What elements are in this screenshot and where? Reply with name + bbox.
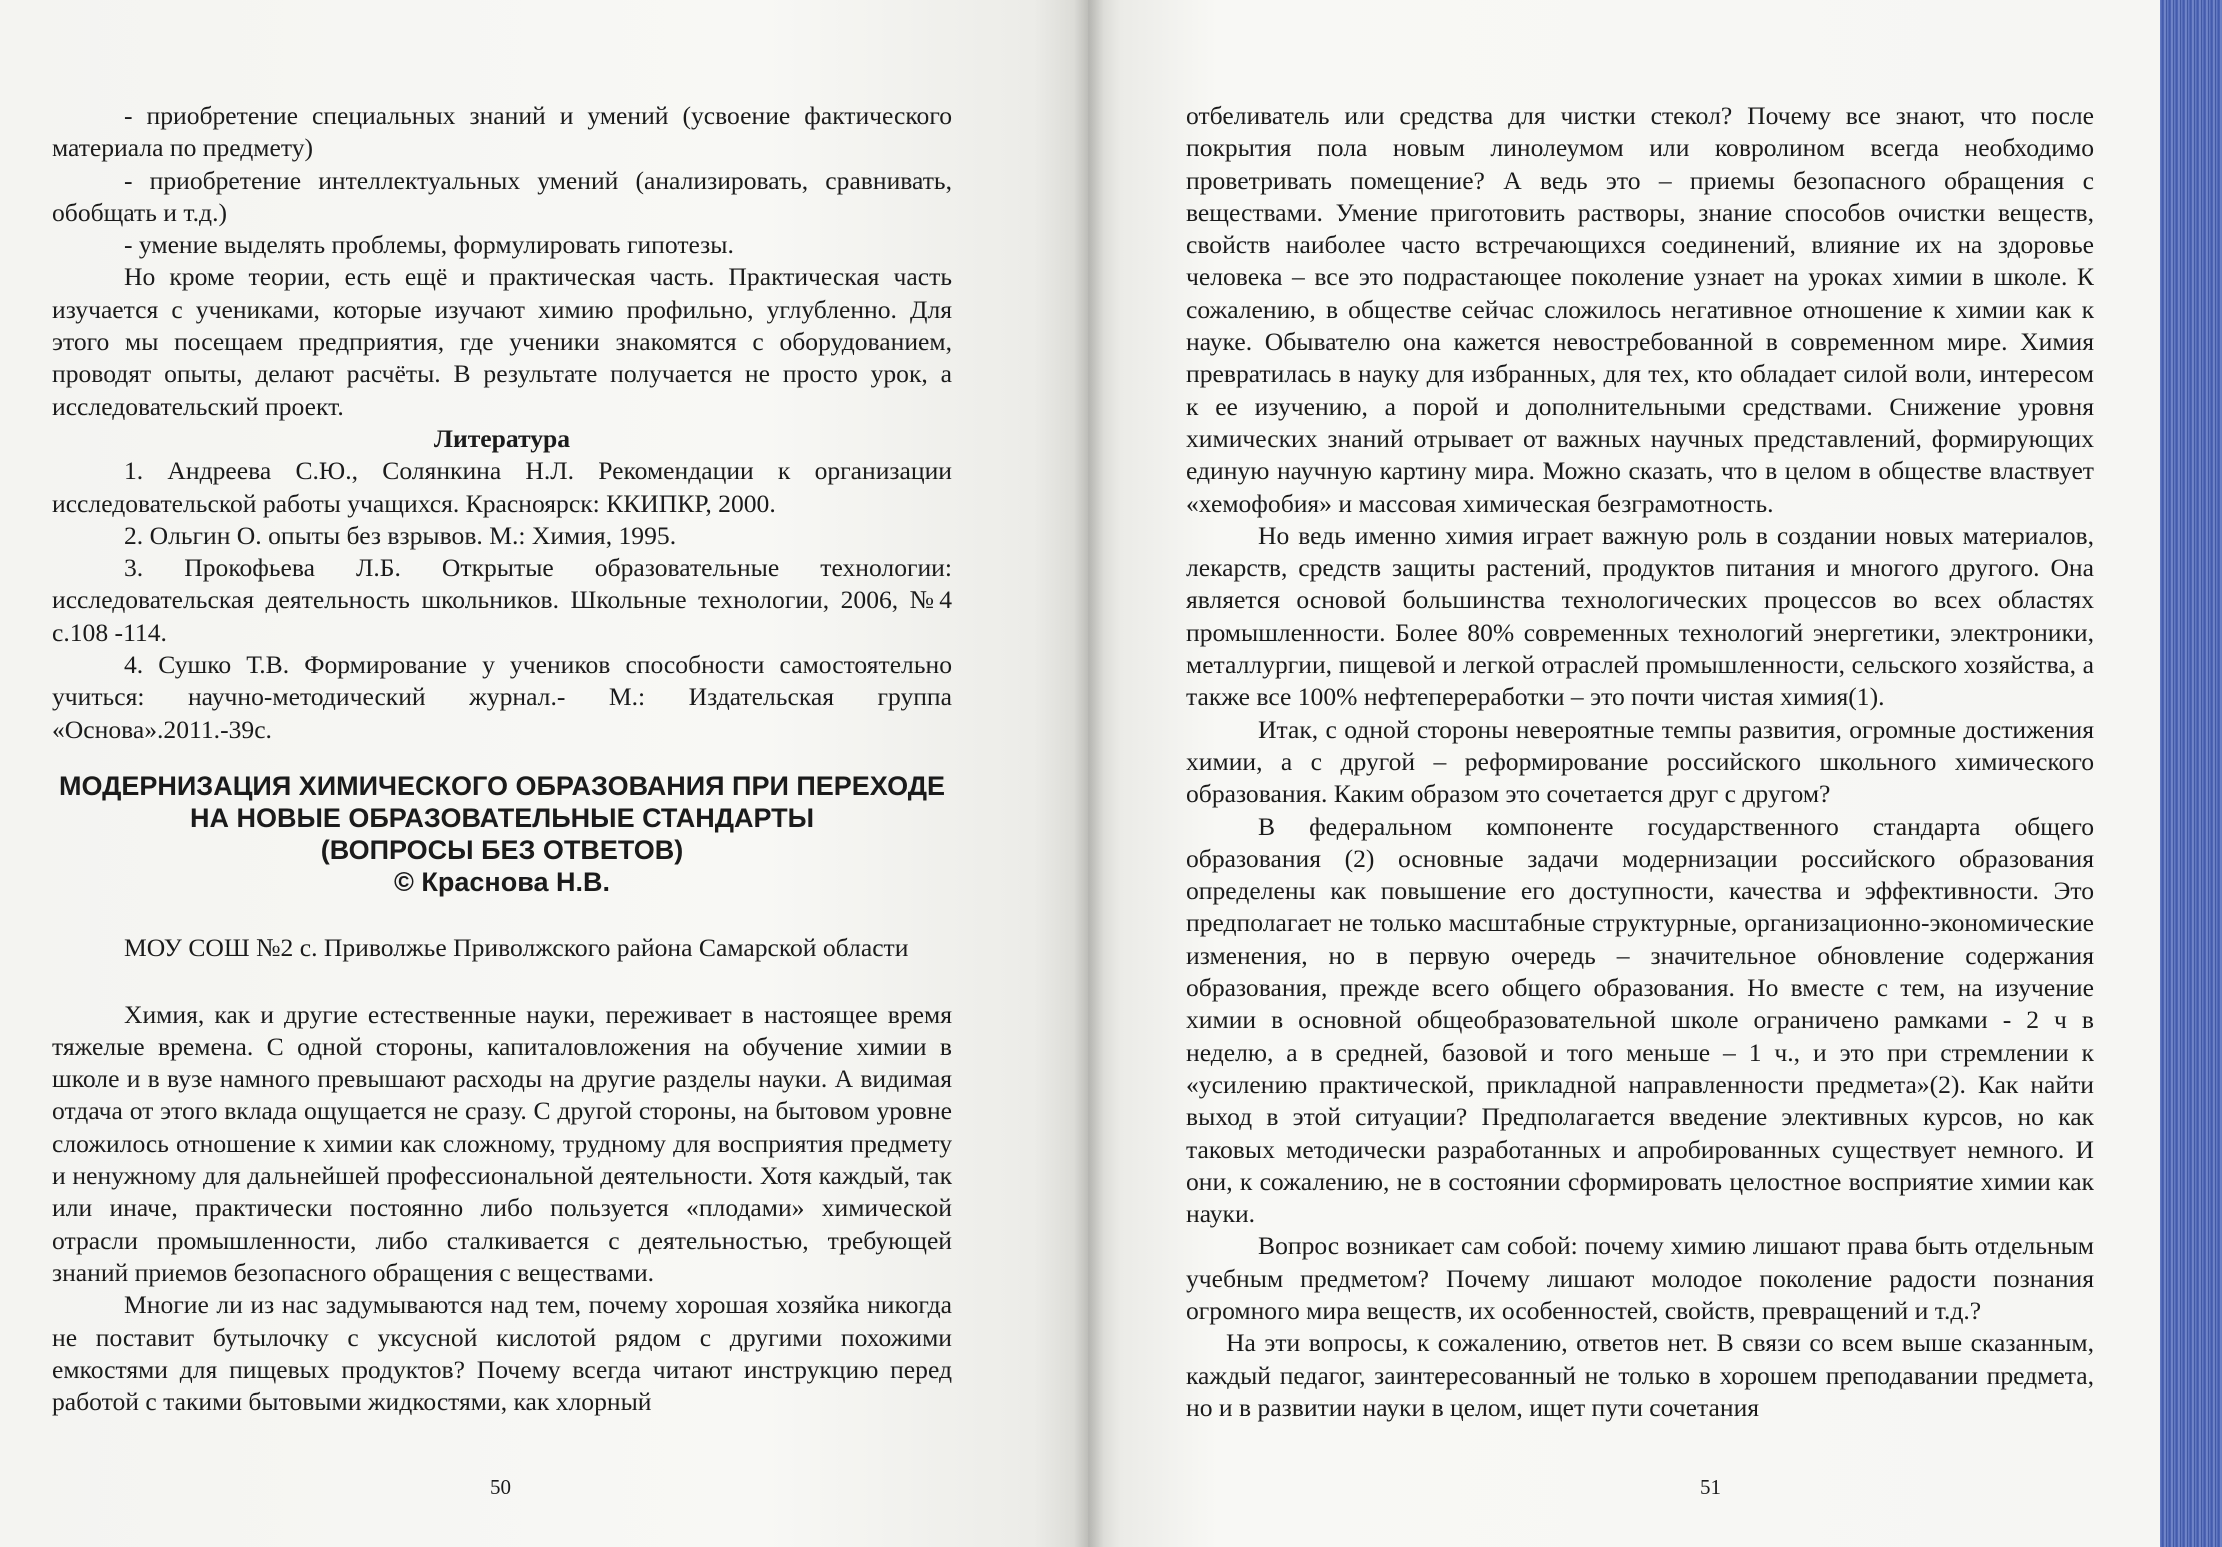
reference-item: 4. Сушко Т.В. Формирование у учеников способности самостоятельно учиться: научно-методический журнал.- М.: Издательская группа «Основа».2011.-39с. xyxy=(52,650,952,744)
page-number: 50 xyxy=(490,1475,511,1499)
book-gutter xyxy=(1074,0,1104,1547)
paragraph: отбеливатель или средства для чистки стекол? Почему все знают, что после покрытия пола новым линолеумом или ковролином всегда необходимо проветривать помещение? А ведь это – приемы безопасного обращения с веществами. Умение приготовить растворы, знание способов очистки веществ, свойств наиболее часто встречающихся соединений, влияние их на здоровье человека – все это подрастающее поколение узнает на уроках химии в школе. К сожалению, в обществе сейчас сложилось негативное отношение к химии как к науке. Обывателю она кажется невостребованной в современном мире. Химия превратилась в науку для избранных, для тех, кто обладает силой воли, интересом к ее изучению, а порой и дополнительными средствами. Снижение уровня химических знаний отрывает от важных научных представлений, формирующих единую научную картину мира. Можно сказать, что в целом в обществе властвует «хемофобия» и массовая химическая безграмотность. xyxy=(1186,101,2094,518)
paragraph: Многие ли из нас задумываются над тем, почему хорошая хозяйка никогда не поставит бутылочку с уксусной кислотой рядом с другими похожими емкостями для пищевых продуктов? Почему всегда читают инструкцию перед работой с такими бытовыми жидкостями, как хлорный xyxy=(52,1290,952,1417)
book-page-edge xyxy=(2160,0,2222,1547)
paragraph: Итак, с одной стороны невероятные темпы развития, огромные достижения химии, а с другой – реформирование российского школьного химического образования. Каким образом это сочетается друг с другом? xyxy=(1186,714,2094,809)
paragraph: Но кроме теории, есть ещё и практическая часть. Практическая часть изучается с учениками, которые изучают химию профильно, углубленно. Для этого мы посещаем предприятия, где ученики знакомятся с оборудованием, проводят опыты, делают расчёты. В результате получается не просто урок, а исследовательский проект. xyxy=(52,262,952,421)
right-page-text xyxy=(1186,100,2094,1424)
paragraph: В федеральном компоненте государственного стандарта общего образования (2) основные задачи модернизации российского образования определены как повышение его доступности, качества и эффективности. Это предполагает не только масштабные структурные, организационно-экономические изменения, но в первую очередь – значительное обновление содержания образования, прежде всего общего образования. Но вместе с тем, на изучение химии в основной общеобразовательной школе ограничено рамками - 2 ч в неделю, а в средней, базовой и того меньше – 1 ч., и это при стремлении к «усилению практической, прикладной направленности предмета»(2). Как найти выход в этой ситуации? Предполагается введение элективных курсов, но как таковых методически разработанных и апробированных существует немного. И они, к сожалению, не в состоянии сформировать целостное восприятие химии как науки. xyxy=(1186,811,2094,1229)
article-title xyxy=(52,770,952,866)
paragraph: Вопрос возникает сам собой: почему химию лишают права быть отдельным учебным предметом? Почему лишают молодое поколение радости познания огромного мира веществ, их особенностей, свойств, превращений и т.д.? xyxy=(1186,1231,2094,1325)
paragraph: - умение выделять проблемы, формулировать гипотезы. xyxy=(124,230,734,260)
affiliation: МОУ СОШ №2 с. Приволжье Приволжского района Самарской области xyxy=(124,933,909,963)
left-page-text xyxy=(52,100,952,1418)
page-number: 51 xyxy=(1700,1475,1721,1499)
paragraph: На эти вопросы, к сожалению, ответов нет. В связи со всем выше сказанным, каждый педагог, заинтересованный не только в хорошем преподавании предмета, но и в развитии науки в целом, ищет пути сочетания xyxy=(1186,1328,2094,1422)
article-title-line: МОДЕРНИЗАЦИЯ ХИМИЧЕСКОГО ОБРАЗОВАНИЯ ПРИ ПЕРЕХОДЕ xyxy=(59,770,945,801)
article-title-line: (ВОПРОСЫ БЕЗ ОТВЕТОВ) xyxy=(320,834,684,865)
reference-item: 1. Андреева С.Ю., Солянкина Н.Л. Рекомендации к организации исследовательской работы учащихся. Красноярск: ККИПКР, 2000. xyxy=(52,456,952,518)
reference-item: 3. Прокофьева Л.Б. Открытые образовательные технологии: исследовательская деятельность школьников. Школьные технологии, 2006, №4 с.108 -114. xyxy=(52,553,952,647)
reference-item: 2. Ольгин О. опыты без взрывов. М.: Химия, 1995. xyxy=(124,520,677,550)
paragraph: Химия, как и другие естественные науки, переживает в настоящее время тяжелые времена. С одной стороны, капиталовложения на обучение химии в школе и в вузе намного превышают расходы на другие разделы науки. А видимая отдача от этого вклада ощущается не сразу. С другой стороны, на бытовом уровне сложилось отношение к химии как сложному, трудному для восприятия предмету и ненужному для дальнейшей профессиональной деятельности. Хотя каждый, так или иначе, практически постоянно либо пользуется «плодами» химической отрасли промышленности, либо сталкивается с деятельностью, требующей знаний приемов безопасного обращения с веществами. xyxy=(52,999,952,1287)
literature-heading: Литература xyxy=(433,423,571,453)
paragraph: Но ведь именно химия играет важную роль в создании новых материалов, лекарств, средств защиты растений, продуктов питания и многого другого. Она является основой большинства технологических процессов во всех областях промышленности. Более 80% современных технологий энергетики, электроники, металлургии, пищевой и легкой отраслей промышленности, сельского хозяйства, а также все 100% нефтепереработки – это почти чистая химия(1). xyxy=(1186,520,2094,712)
right-page xyxy=(1088,0,2170,1547)
article-title-line: НА НОВЫЕ ОБРАЗОВАТЕЛЬНЫЕ СТАНДАРТЫ xyxy=(189,802,815,833)
paragraph: - приобретение специальных знаний и умений (усвоение фактического материала по предмету) xyxy=(52,101,952,163)
left-page xyxy=(0,0,1088,1547)
paragraph: - приобретение интеллектуальных умений (анализировать, сравнивать, обобщать и т.д.) xyxy=(52,165,952,227)
article-author: © Краснова Н.В. xyxy=(394,866,610,897)
